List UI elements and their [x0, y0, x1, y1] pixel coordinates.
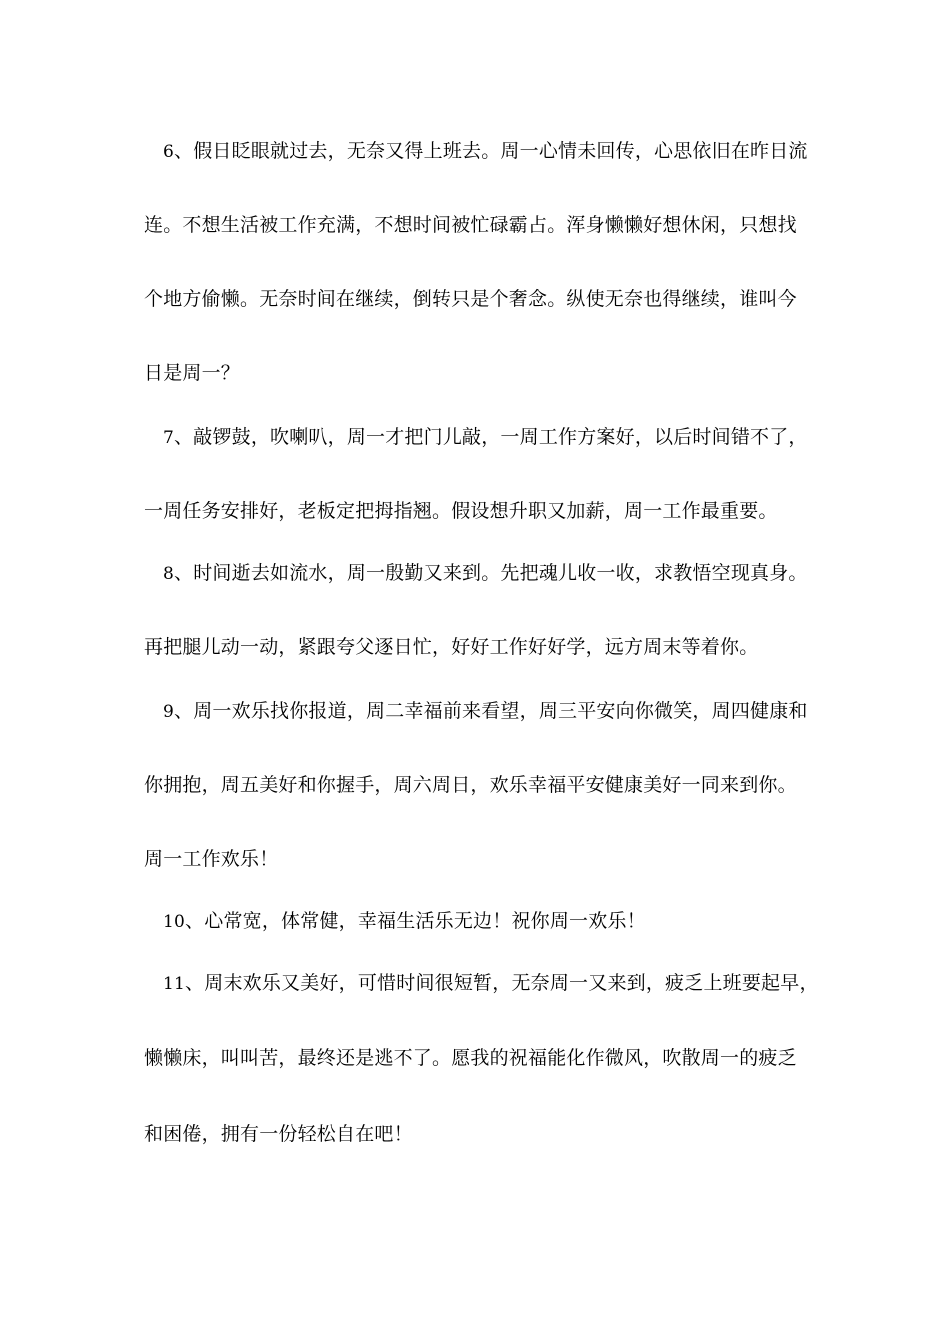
paragraph-number: 6: [163, 142, 175, 162]
paragraph-number: 10: [163, 912, 186, 932]
paragraph-11-line-3: 和困倦，拥有一份轻松自在吧！: [144, 1123, 413, 1145]
paragraph-8-line-1: [163, 560, 833, 587]
paragraph-6-line-1: [163, 138, 833, 165]
paragraph-6-line-2: 连。不想生活被工作充满，不想时间被忙碌霸占。浑身懒懒好想休闲，只想找: [144, 214, 797, 236]
paragraph-text: 、假日眨眼就过去，无奈又得上班去。周一心情未回传，心思依旧在昨日流: [174, 140, 808, 162]
paragraph-text: 、时间逝去如流水，周一殷勤又来到。先把魂儿收一收，求教悟空现真身。: [174, 562, 808, 584]
paragraph-text: 、周一欢乐找你报道，周二幸福前来看望，周三平安向你微笑，周四健康和: [174, 700, 808, 722]
paragraph-number: 7: [163, 428, 175, 448]
paragraph-6-line-4: 日是周一？: [144, 362, 241, 384]
paragraph-7-line-1: [163, 424, 833, 451]
paragraph-10-line-1: [163, 908, 833, 935]
paragraph-9-line-2: 你拥抱，周五美好和你握手，周六周日，欢乐幸福平安健康美好一同来到你。: [144, 774, 797, 796]
paragraph-6-line-3: 个地方偷懒。无奈时间在继续，倒转只是个奢念。纵使无奈也得继续，谁叫今: [144, 288, 797, 310]
paragraph-7-line-2: 一周任务安排好，老板定把拇指翘。假设想升职又加薪，周一工作最重要。: [144, 500, 778, 522]
paragraph-number: 11: [163, 974, 186, 994]
paragraph-11-line-2: 懒懒床，叫叫苦，最终还是逃不了。愿我的祝福能化作微风，吹散周一的疲乏: [144, 1047, 797, 1069]
paragraph-text: 、周末欢乐又美好，可惜时间很短暂，无奈周一又来到，疲乏上班要起早，: [185, 972, 819, 994]
paragraph-11-line-1: [163, 970, 833, 997]
paragraph-number: 9: [163, 702, 175, 722]
paragraph-number: 8: [163, 564, 175, 584]
paragraph-8-line-2: 再把腿儿动一动，紧跟夸父逐日忙，好好工作好好学，远方周末等着你。: [144, 636, 759, 658]
paragraph-text: 、心常宽，体常健，幸福生活乐无边！祝你周一欢乐！: [185, 910, 646, 932]
paragraph-9-line-1: [163, 698, 833, 725]
paragraph-text: 、敲锣鼓，吹喇叭，周一才把门儿敲，一周工作方案好，以后时间错不了，: [174, 426, 808, 448]
paragraph-9-line-3: 周一工作欢乐！: [144, 848, 279, 870]
